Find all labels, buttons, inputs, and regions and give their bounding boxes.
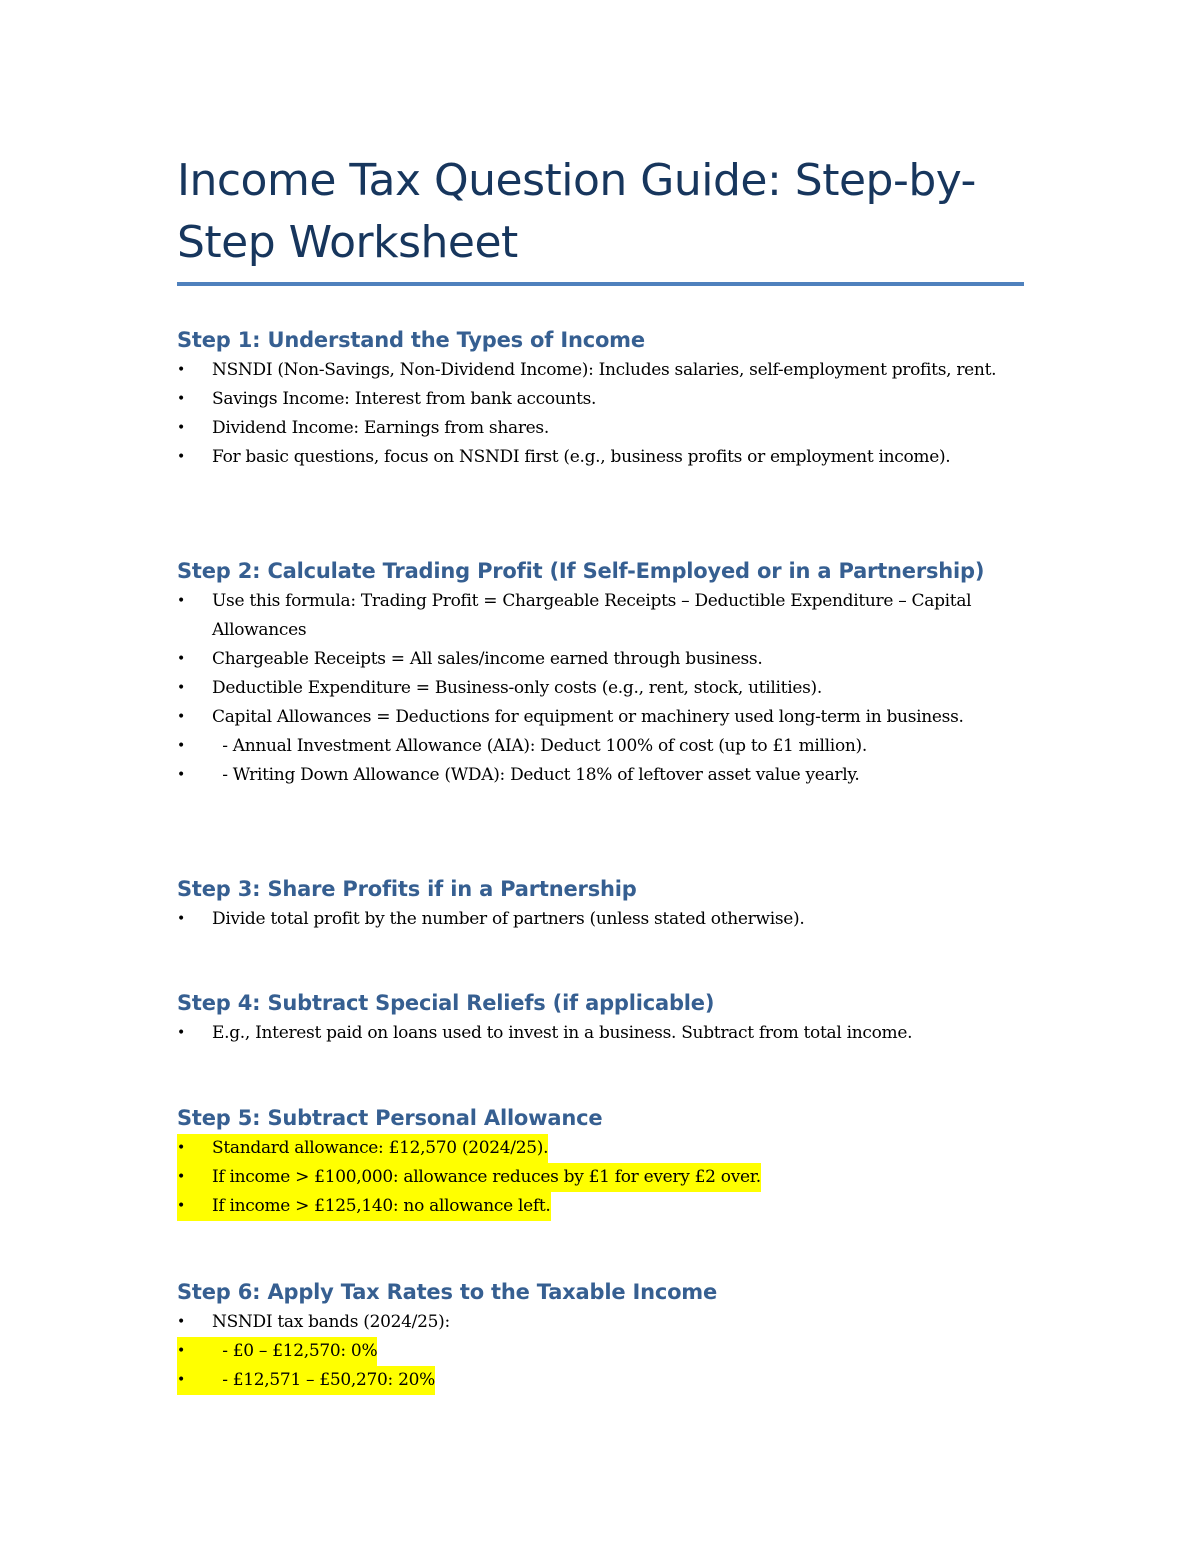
list-item — [177, 905, 1024, 934]
document-title — [177, 150, 1024, 274]
list-item-text: Standard allowance: £12,570 (2024/25). — [212, 1138, 549, 1158]
bullet-icon: • — [177, 420, 185, 436]
list-item-text: E.g., Interest paid on loans used to invest in a business. Subtract from total income. — [212, 1023, 913, 1043]
bullet-icon: • — [177, 651, 185, 667]
document-title-line2: Step Worksheet — [177, 217, 518, 268]
step-4-section — [177, 989, 1024, 1048]
step-3-heading: Step 3: Share Profits if in a Partnership — [177, 877, 637, 901]
step-1-list — [177, 356, 1024, 472]
bullet-icon: • — [177, 1372, 185, 1388]
bullet-icon: • — [177, 362, 185, 378]
list-item-text: Deductible Expenditure = Business-only costs (e.g., rent, stock, utilities). — [212, 678, 822, 698]
bullet-icon: • — [177, 709, 185, 725]
list-item-text: For basic questions, focus on NSNDI first (e.g., business profits or employment income). — [212, 447, 951, 467]
highlight-mark — [177, 1163, 761, 1192]
list-item — [177, 356, 1024, 385]
step-4-heading: Step 4: Subtract Special Reliefs (if applicable) — [177, 991, 715, 1015]
step-5-list — [177, 1134, 1024, 1221]
list-item — [177, 732, 1024, 761]
highlight-mark — [177, 1366, 435, 1395]
list-item-text: Use this formula: Trading Profit = Chargeable Receipts – Deductible Expenditure – Capital Allowances — [212, 591, 972, 640]
bullet-icon: • — [177, 1314, 185, 1330]
list-item — [177, 674, 1024, 703]
list-item-text: Dividend Income: Earnings from shares. — [212, 418, 549, 438]
list-item-text: NSNDI tax bands (2024/25): — [212, 1312, 450, 1332]
bullet-icon: • — [177, 1140, 185, 1156]
list-item-text: Divide total profit by the number of partners (unless stated otherwise). — [212, 909, 805, 929]
step-5-heading: Step 5: Subtract Personal Allowance — [177, 1106, 603, 1130]
bullet-icon: • — [177, 738, 185, 754]
step-1-section — [177, 326, 1024, 472]
list-item-text: - Writing Down Allowance (WDA): Deduct 18% of leftover asset value yearly. — [212, 765, 860, 785]
step-6-heading: Step 6: Apply Tax Rates to the Taxable Income — [177, 1280, 718, 1304]
list-item — [177, 1019, 1024, 1048]
step-2-heading: Step 2: Calculate Trading Profit (If Self-Employed or in a Partnership) — [177, 559, 985, 583]
bullet-icon: • — [177, 1343, 185, 1359]
title-underline — [177, 282, 1024, 286]
list-item-text: - £0 – £12,570: 0% — [212, 1341, 378, 1361]
list-item-text: Capital Allowances = Deductions for equipment or machinery used long-term in business. — [212, 707, 964, 727]
list-item — [177, 414, 1024, 443]
list-item-text: - £12,571 – £50,270: 20% — [212, 1370, 435, 1390]
list-item-highlighted — [177, 1163, 1024, 1192]
document-title-line1: Income Tax Question Guide: Step-by- — [177, 155, 976, 206]
step-2-section — [177, 557, 1024, 790]
bullet-icon: • — [177, 449, 185, 465]
bullet-icon: • — [177, 1025, 185, 1041]
highlight-mark — [177, 1134, 548, 1163]
bullet-icon: • — [177, 391, 185, 407]
list-item — [177, 1308, 1024, 1337]
highlight-mark — [177, 1337, 377, 1366]
list-item-highlighted — [177, 1337, 1024, 1366]
step-6-list — [177, 1308, 1024, 1395]
step-4-list — [177, 1019, 1024, 1048]
list-item — [177, 587, 1024, 645]
list-item-highlighted — [177, 1134, 1024, 1163]
list-item-text: Savings Income: Interest from bank accounts. — [212, 389, 597, 409]
step-3-list — [177, 905, 1024, 934]
list-item-text: NSNDI (Non-Savings, Non-Dividend Income): Includes salaries, self-employment profits, rent. — [212, 360, 997, 380]
bullet-icon: • — [177, 911, 185, 927]
list-item-text: - Annual Investment Allowance (AIA): Deduct 100% of cost (up to £1 million). — [212, 736, 867, 756]
step-5-section — [177, 1104, 1024, 1221]
list-item — [177, 385, 1024, 414]
bullet-icon: • — [177, 1198, 185, 1214]
bullet-icon: • — [177, 680, 185, 696]
list-item-text: If income > £100,000: allowance reduces by £1 for every £2 over. — [212, 1167, 761, 1187]
list-item-text: If income > £125,140: no allowance left. — [212, 1196, 551, 1216]
list-item — [177, 703, 1024, 732]
list-item-highlighted — [177, 1192, 1024, 1221]
list-item-text: Chargeable Receipts = All sales/income earned through business. — [212, 649, 763, 669]
step-2-list — [177, 587, 1024, 790]
document-page — [177, 150, 1024, 286]
highlight-mark — [177, 1192, 551, 1221]
list-item — [177, 443, 1024, 472]
list-item — [177, 645, 1024, 674]
step-6-section — [177, 1278, 1024, 1395]
bullet-icon: • — [177, 593, 185, 609]
list-item — [177, 761, 1024, 790]
bullet-icon: • — [177, 767, 185, 783]
list-item-highlighted — [177, 1366, 1024, 1395]
step-1-heading: Step 1: Understand the Types of Income — [177, 328, 645, 352]
bullet-icon: • — [177, 1169, 185, 1185]
step-3-section — [177, 875, 1024, 934]
